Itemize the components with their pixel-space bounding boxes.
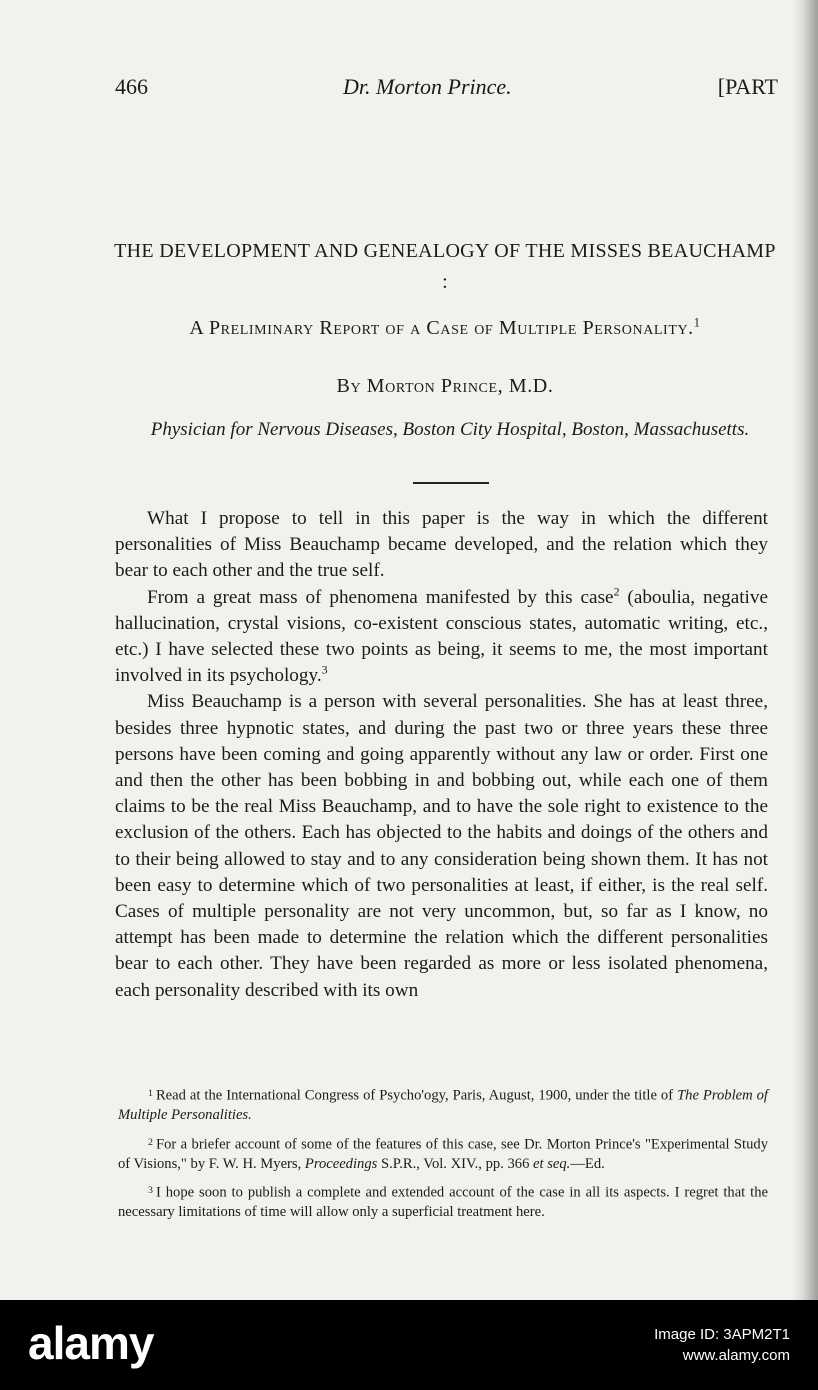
subtitle-text: A Preliminary Report of a Case of Multiple Personality.: [189, 317, 694, 339]
footnote-3-text: I hope soon to publish a complete and extended account of the case in all its aspects. I regret that the necessary limitations of time will allow only a superficial treatment here.: [118, 1184, 768, 1221]
footnote-ref-1: 1: [693, 315, 701, 330]
watermark-banner: [0, 1300, 818, 1390]
author-affiliation: Physician for Nervous Diseases, Boston City Hospital, Boston, Massachusetts.: [150, 419, 750, 440]
running-title: Dr. Morton Prince.: [343, 74, 512, 99]
paragraph-3: Miss Beauchamp is a person with several personalities. She has at least three, besides three hypnotic states, and during the past two or three years these three persons have been coming and going apparently without any law or order. First one and then the other has been bobbing in and bobbing out, while each one of them claims to be the real Miss Beauchamp, and to have the sole right to existence to the exclusion of the others. Each has objected to the habits and doings of the others and to their being allowed to stay and to any consideration being shown them. It has not been easy to determine which of two personalities at least, if either, is the real self. Cases of multiple personality are not very uncommon, but, so far as I know, no attempt has been made to determine the relation which the different personalities bear to each other. They have been regarded as more or less isolated phenomena, each personality described with its own: [115, 691, 768, 1001]
paragraph-2-part-b: (aboulia, negative hallucination, crystal visions, co-existent conscious states, automatic writing, etc., etc.) I have selected these two points as being, it seems to me, the most important involved in its psychology.: [115, 586, 768, 687]
section-divider: [413, 482, 489, 484]
author-byline: By Morton Prince, M.D.: [336, 375, 554, 397]
footnote-3-mark: 3: [148, 1185, 153, 1197]
footnote-ref-3: 3: [321, 662, 328, 677]
running-head: [115, 74, 778, 106]
footnote-1-title: The Problem of Multiple Personalities.: [118, 1087, 768, 1124]
footnote-2-et-seq: et seq.: [533, 1155, 571, 1172]
body-text: [115, 506, 768, 1004]
part-label: [PART: [717, 74, 778, 99]
footnotes: [118, 1084, 768, 1230]
paragraph-1: What I propose to tell in this paper is the way in which the different personalities of Miss Beauchamp became developed, and the relation which they bear to each other and the true self.: [115, 508, 768, 582]
footnote-ref-2: 2: [613, 584, 620, 599]
page-edge-shadow: [792, 0, 818, 1300]
paragraph-2-part-a: From a great mass of phenomena manifested by this case: [147, 586, 614, 608]
footnote-1-mark: 1: [148, 1088, 153, 1099]
footnote-2: [118, 1133, 768, 1175]
article-subtitle: [110, 317, 780, 340]
footnote-2-text-b: S.P.R., Vol. XIV., pp. 366: [377, 1155, 534, 1172]
footnote-1-text: Read at the International Congress of Psycho'ogy, Paris, August, 1900, under the title of: [155, 1087, 678, 1104]
footnote-2-text-c: —Ed.: [570, 1155, 605, 1172]
alamy-logo: alamy: [28, 1317, 154, 1369]
footnote-2-journal: Proceedings: [304, 1155, 378, 1172]
page-number: 466: [115, 74, 148, 99]
paragraph-2: [115, 585, 768, 690]
footnote-2-text-a: For a briefer account of some of the features of this case, see Dr. Morton Prince's "Experimental Study of Visions," by F. W. H. Myers,: [118, 1136, 768, 1172]
footnote-3: [118, 1181, 768, 1223]
footnote-2-mark: 2: [148, 1136, 153, 1148]
watermark-url: www.alamy.com: [682, 1347, 790, 1364]
footnote-1: [118, 1084, 768, 1126]
image-id-block: [654, 1324, 790, 1366]
image-id: Image ID: 3APM2T1: [654, 1326, 790, 1343]
article-title: THE DEVELOPMENT AND GENEALOGY OF THE MISSES BEAUCHAMP :: [114, 240, 776, 293]
